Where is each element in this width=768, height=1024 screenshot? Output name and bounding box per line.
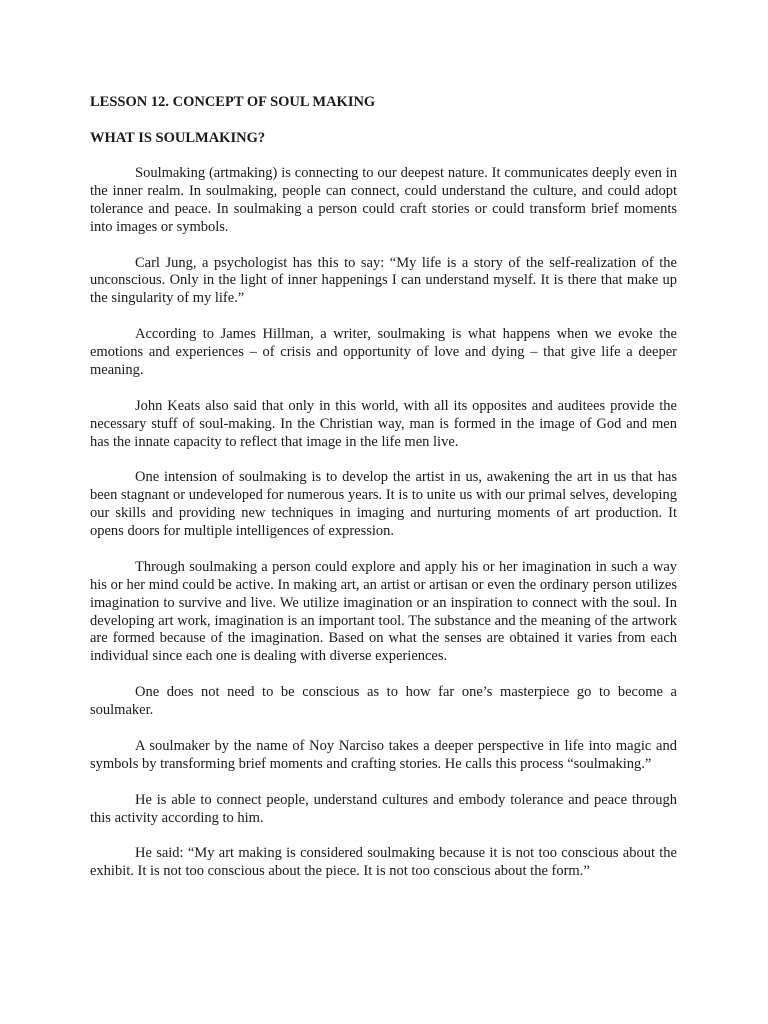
paragraph-connect-people: He is able to connect people, understand cultures and embody tolerance and peace through this activity according to him. <box>90 791 677 826</box>
paragraph-john-keats: John Keats also said that only in this world, with all its opposites and auditees provide the necessary stuff of soul-making. In the Christian way, man is formed in the image of God and men has the innate capacity to reflect that image in the life men live. <box>90 397 677 450</box>
paragraph-noy-narciso: A soulmaker by the name of Noy Narciso takes a deeper perspective in life into magic and symbols by transforming brief moments and crafting stories. He calls this process “soulmaking.” <box>90 737 677 772</box>
paragraph-conscious: One does not need to be conscious as to how far one’s masterpiece go to become a soulmaker. <box>90 684 677 719</box>
paragraph-carl-jung: Carl Jung, a psychologist has this to say: “My life is a story of the self-realization of the unconscious. Only in the light of inner happenings I can understand myself. It is there that make up the singularity of my life.” <box>90 254 677 307</box>
section-heading: WHAT IS SOULMAKING? <box>90 130 266 146</box>
paragraph-imagination: Through soulmaking a person could explore and apply his or her imagination in such a way his or her mind could be active. In making art, an artist or artisan or even the ordinary person utilizes imagination to survive and live. We utilize imagination or an inspiration to connect with the soul. In developing art work, imagination is an important tool. The substance and the meaning of the artwork are formed because of the imagination. Based on what the senses are obtained it varies from each individual since each one is dealing with diverse experiences. <box>90 558 677 665</box>
paragraph-intension: One intension of soulmaking is to develop the artist in us, awakening the art in us that has been stagnant or undeveloped for numerous years. It is to unite us with our primal selves, developing our skills and providing new techniques in imaging and nurturing moments of art production. It opens doors for multiple intelligences of expression. <box>90 469 677 540</box>
paragraph-quote: He said: “My art making is considered soulmaking because it is not too conscious about the exhibit. It is not too conscious about the piece. It is not too conscious about the form.” <box>90 845 677 880</box>
document-page <box>90 93 677 899</box>
paragraph-james-hillman: According to James Hillman, a writer, soulmaking is what happens when we evoke the emotions and experiences – of crisis and opportunity of love and dying – that give life a deeper meaning. <box>90 326 677 378</box>
paragraph-intro: Soulmaking (artmaking) is connecting to our deepest nature. It communicates deeply even in the inner realm. In soulmaking, people can connect, could understand the culture, and could adopt tolerance and peace. In soulmaking a person could craft stories or could transform brief moments into images or symbols. <box>90 165 677 235</box>
lesson-title: LESSON 12. CONCEPT OF SOUL MAKING <box>90 94 376 110</box>
